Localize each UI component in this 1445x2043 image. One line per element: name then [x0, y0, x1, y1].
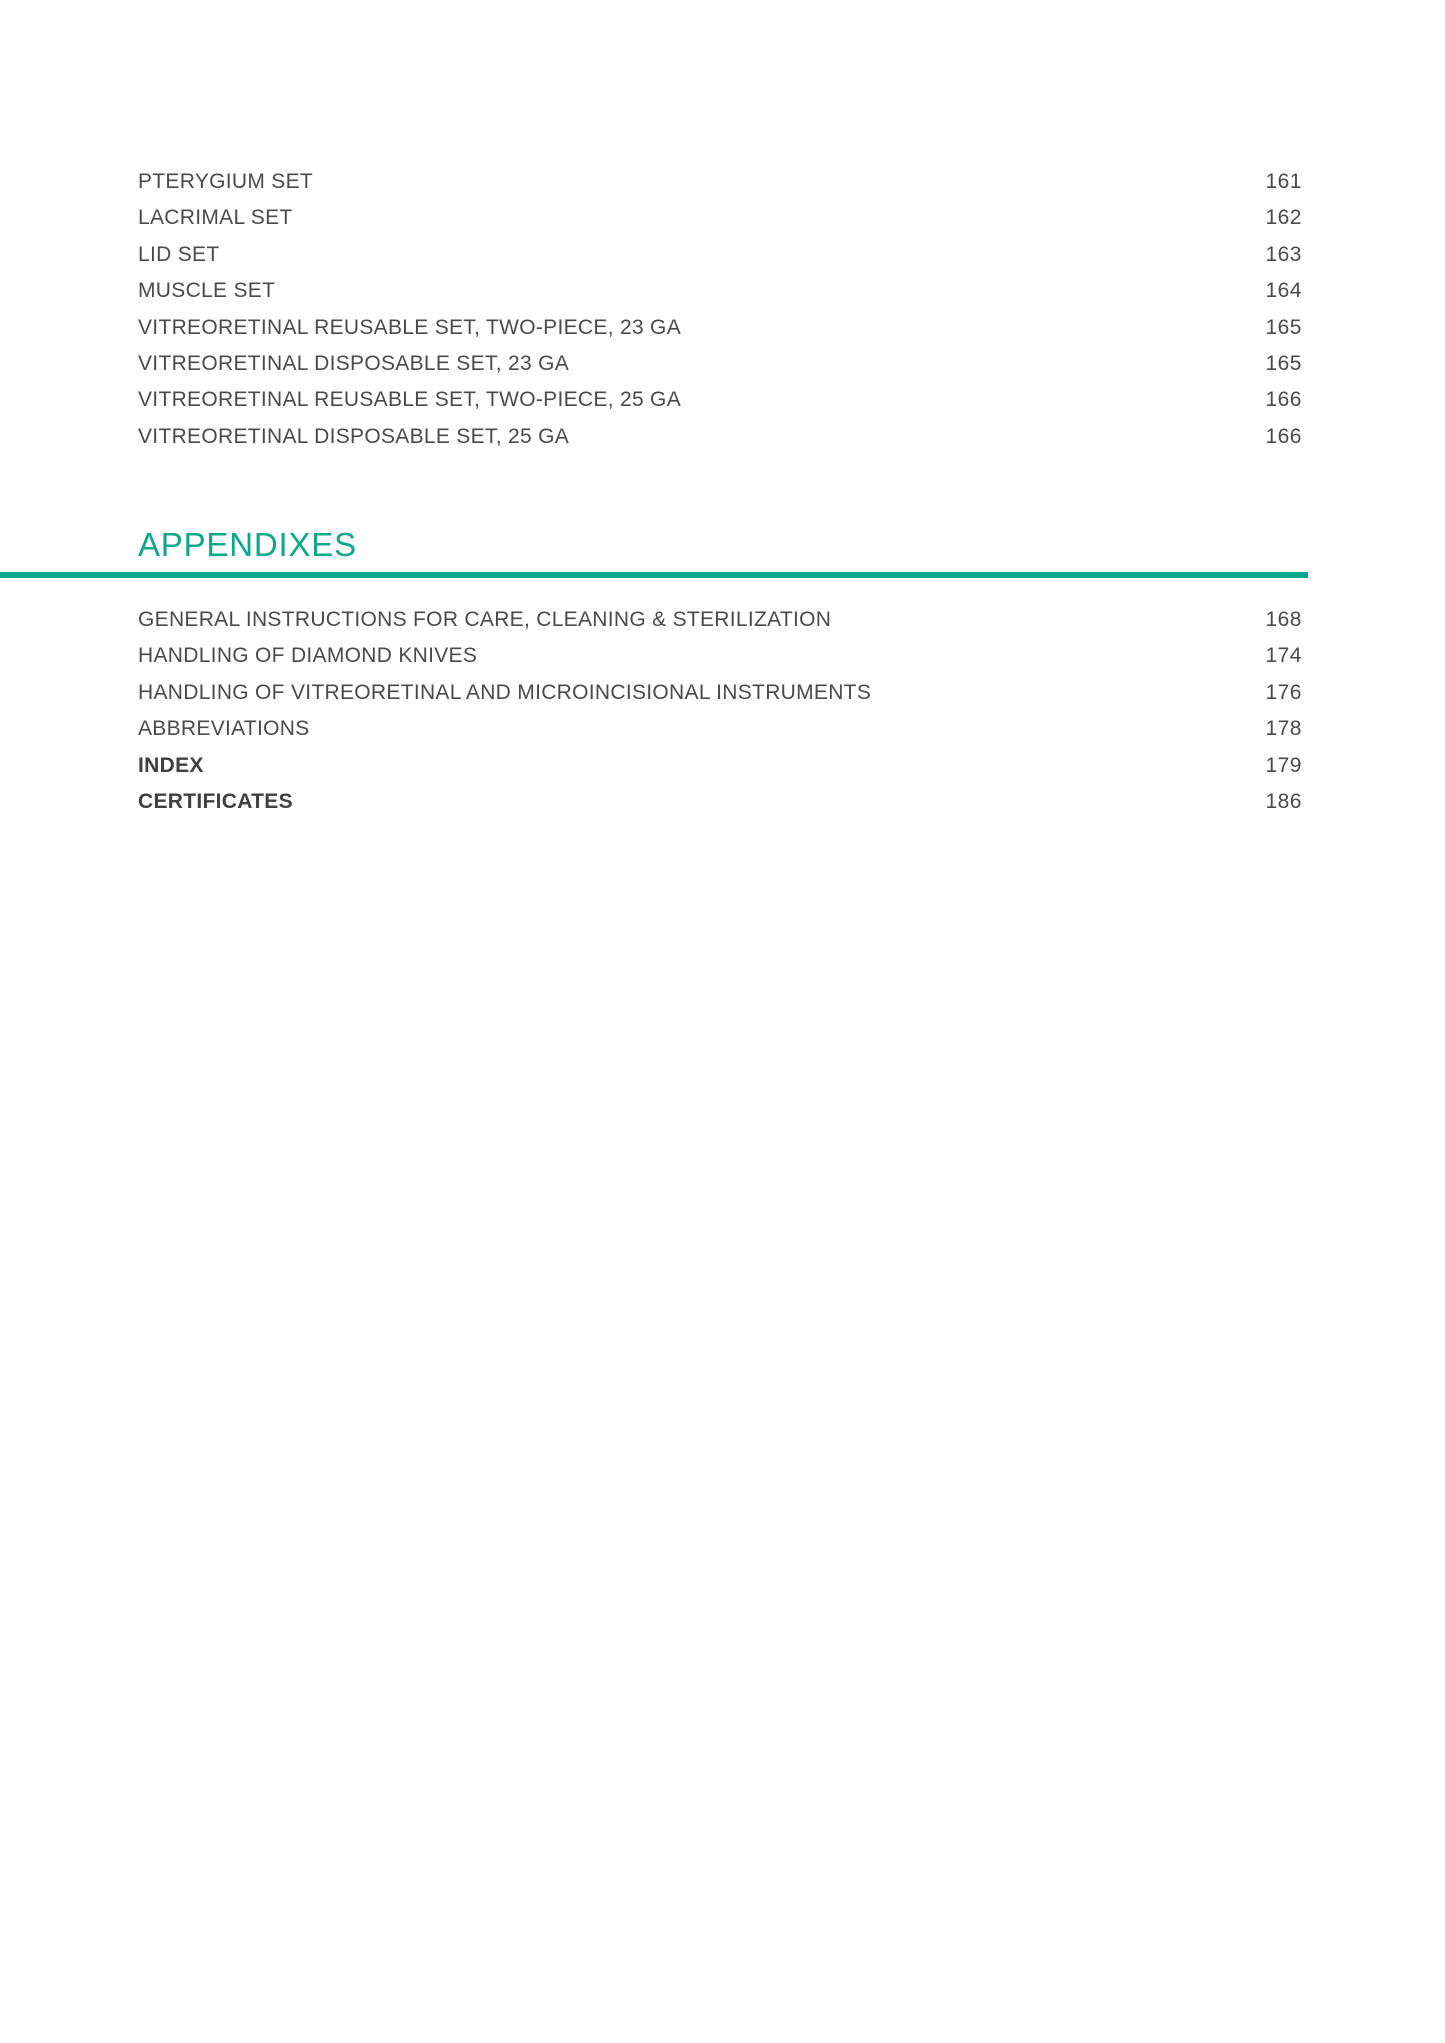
toc-entry-page-number: 179: [1265, 753, 1302, 777]
toc-row: [138, 200, 1302, 236]
toc-entry-label: PTERYGIUM SET: [138, 170, 314, 193]
toc-entry-page-number: 176: [1265, 680, 1302, 704]
toc-entry-label: LACRIMAL SET: [138, 206, 293, 230]
toc-entry-page-number: 165: [1265, 351, 1302, 375]
toc-row: [138, 310, 1302, 346]
toc-entry-page-number: 165: [1265, 315, 1302, 339]
toc-entry-label: INDEX: [138, 753, 204, 777]
toc-entry-page-number: 162: [1265, 206, 1302, 230]
toc-entry-label: VITREORETINAL DISPOSABLE SET, 25 GA: [138, 424, 570, 448]
toc-section-appendixes: [138, 602, 1302, 820]
toc-entry-page-number: 166: [1265, 424, 1302, 448]
toc-row: [138, 784, 1302, 820]
toc-entry-label: VITREORETINAL REUSABLE SET, TWO-PIECE, 25 GA: [138, 388, 681, 412]
toc-entry-page-number: 186: [1265, 789, 1302, 813]
toc-entry-label: LID SET: [138, 242, 220, 266]
toc-entry-label: GENERAL INSTRUCTIONS FOR CARE, CLEANING & STERILIZATION: [138, 608, 832, 631]
toc-row: [138, 237, 1302, 273]
toc-entry-page-number: 168: [1265, 608, 1302, 631]
section-divider-rule: [0, 572, 1308, 578]
toc-entry-label: MUSCLE SET: [138, 279, 276, 303]
toc-entry-label: VITREORETINAL DISPOSABLE SET, 23 GA: [138, 351, 570, 375]
toc-entry-page-number: 161: [1265, 170, 1302, 193]
toc-row: [138, 273, 1302, 309]
toc-entry-page-number: 164: [1265, 279, 1302, 303]
toc-entry-label: HANDLING OF DIAMOND KNIVES: [138, 644, 478, 668]
toc-row: [138, 346, 1302, 382]
toc-section-instrument-sets: [138, 164, 1302, 455]
toc-entry-page-number: 174: [1265, 644, 1302, 668]
toc-row: [138, 638, 1302, 674]
toc-entry-label: HANDLING OF VITREORETINAL AND MICROINCISIONAL INSTRUMENTS: [138, 680, 872, 704]
toc-row: [138, 382, 1302, 418]
toc-row: [138, 748, 1302, 784]
toc-entry-page-number: 163: [1265, 242, 1302, 266]
toc-entry-page-number: 166: [1265, 388, 1302, 412]
appendixes-section-heading: APPENDIXES: [138, 526, 357, 563]
toc-entry-label: VITREORETINAL REUSABLE SET, TWO-PIECE, 23 GA: [138, 315, 681, 339]
toc-row: [138, 711, 1302, 747]
toc-entry-label: ABBREVIATIONS: [138, 717, 310, 741]
toc-row: [138, 675, 1302, 711]
toc-entry-label: CERTIFICATES: [138, 789, 293, 813]
toc-row: [138, 164, 1302, 200]
toc-entry-page-number: 178: [1265, 717, 1302, 741]
toc-row: [138, 602, 1302, 638]
toc-row: [138, 419, 1302, 455]
